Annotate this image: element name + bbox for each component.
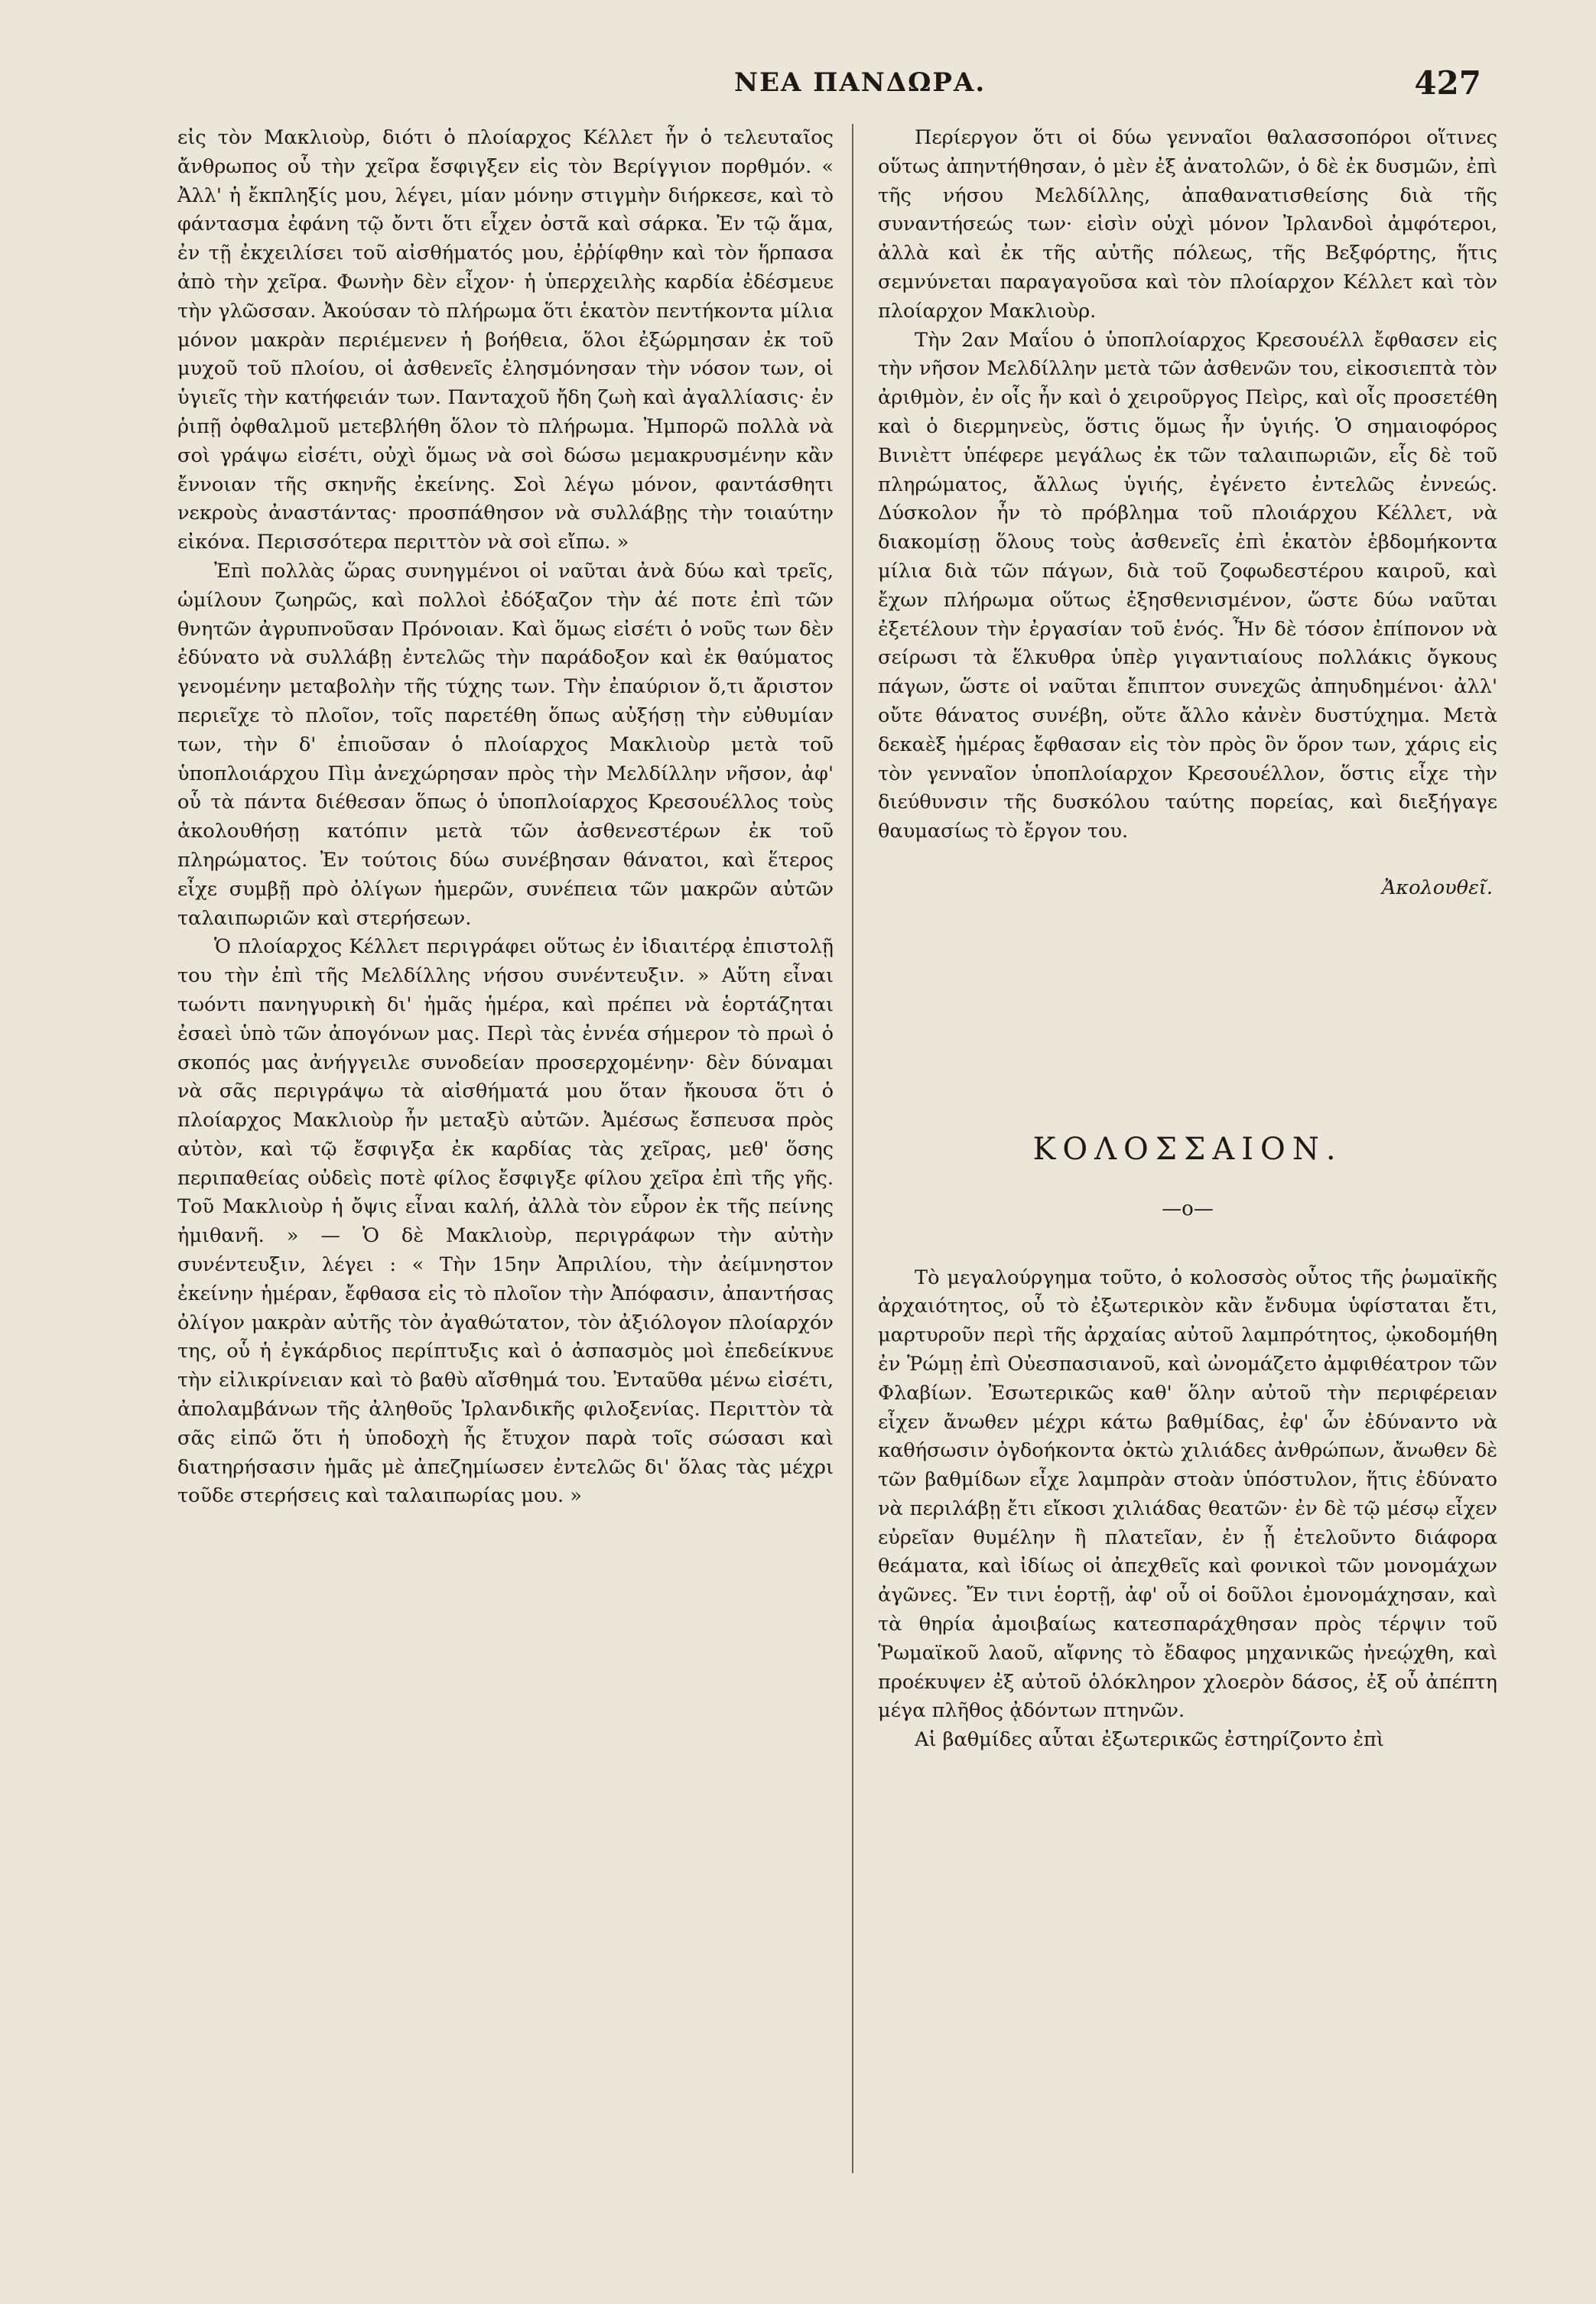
page-number: 427: [1414, 64, 1481, 102]
paragraph: Περίεργον ὅτι οἱ δύω γενναῖοι θαλασσοπόροι οἵτινες οὕτως ἀπηντήθησαν, ὁ μὲν ἐξ ἀνατολῶν, ὁ δὲ ἐκ δυσμῶν, ἐπὶ τῆς νήσου Μελδίλλης, ἀπαθανατισθείσης διὰ τῆς συναντήσεώς των· εἰσὶν οὐχὶ μόνον Ἰρλανδοὶ ἀμφότεροι, ἀλλὰ καὶ ἐκ τῆς αὐτῆς πόλεως, τῆς Βεξφόρτης, ἥτις σεμνύνεται παραγαγοῦσα καὶ τὸν πλοίαρχον Κέλλετ καὶ τὸν πλοίαρχον Μακλιοὺρ.: [878, 126, 1497, 323]
paragraph: εἰς τὸν Μακλιοὺρ, διότι ὁ πλοίαρχος Κέλλετ ἦν ὁ τελευταῖος ἄνθρωπος οὗ τὴν χεῖρα ἔσφιγξεν εἰς τὸν Βερίγγιον πορθμόν. « Ἀλλ' ἡ ἔκπληξίς μου, λέγει, μίαν μόνην στιγμὴν διήρκεσε, καὶ τὸ φάντασμα ἐφάνη τῷ ὄντι ὅτι εἶχεν ὀστᾶ καὶ σάρκα. Ἐν τῷ ἅμα, ἐν τῇ ἐκχειλίσει τοῦ αἰσθήματός μου, ἐῤῥίφθην καὶ τὸν ἥρπασα ἀπὸ τὴν χεῖρα. Φωνὴν δὲν εἶχον· ἡ ὑπερχειλὴς καρδία ἐδέσμευε τὴν γλῶσσαν. Ἀκούσαν τὸ πλήρωμα ὅτι ἑκατὸν πεντήκοντα μίλια μόνον μακρὰν περιέμενεν ἡ βοήθεια, ὅλοι ἐξώρμησαν ἐκ τοῦ μυχοῦ τοῦ πλοίου, οἱ ἀσθενεῖς ἐλησμόνησαν τὴν νόσον των, οἱ ὑγιεῖς τὴν κατήφειάν των. Πανταχοῦ ἤδη ζωὴ καὶ ἀγαλλίασις· ἐν ῥιπῇ ὀφθαλμοῦ μετεβλήθη ὅλον τὸ πλήρωμα. Ἠμπορῶ πολλὰ νὰ σοὶ γράψω εἰσέτι, οὐχὶ ὅμως νὰ σοὶ δώσω μεμακρυσμένην κἂν ἔννοιαν τῆς σκηνῆς ἐκείνης. Σοὶ λέγω μόνον, φαντάσθητι νεκροὺς ἀναστάντας· προσπάθησον νὰ συλλάβῃς τὴν τοιαύτην εἰκόνα. Περισσότερα περιττὸν νὰ σοὶ εἴπω. »: [177, 126, 834, 554]
left-column: [177, 124, 834, 1511]
section-divider: —o—: [1162, 1197, 1214, 1220]
paragraph: Τὴν 2αν Μαΐου ὁ ὑποπλοίαρχος Κρεσουέλλ ἔφθασεν εἰς τὴν νῆσον Μελδίλλην μετὰ τῶν ἀσθενῶν του, εἰκοσιεπτὰ τὸν ἀριθμὸν, ἐν οἷς ἦν καὶ ὁ χειροῦργος Πεὶρς, καὶ οἷς προσετέθη καὶ ὁ διερμηνεὺς, ὅστις ὅμως ἦν ὑγιής. Ὁ σημαιοφόρος Βινιὲττ ὑπέφερε μεγάλως ἐκ τῶν ταλαιπωριῶν, εἷς δὲ τοῦ πληρώματος, ἄλλως ὑγιής, ἐγένετο ἐντελῶς ἐννεώς. Δύσκολον ἦν τὸ πρόβλημα τοῦ πλοιάρχου Κέλλετ, νὰ διακομίσῃ ὅλους τοὺς ἀσθενεῖς ἐπὶ ἑκατὸν ἑβδομήκοντα μίλια διὰ τῶν πάγων, διὰ τοῦ ζοφωδεστέρου καιροῦ, καὶ ἔχων πλήρωμα οὕτως ἐξησθενισμένον, ὥστε δύω ναῦται ἐξετέλουν τὴν ἐργασίαν τοῦ ἑνός. Ἦν δὲ τόσον ἐπίπονον νὰ σείρωσι τὰ ἕλκυθρα ὑπὲρ γιγαντιαίους πολλάκις ὄγκους πάγων, ὥστε οἱ ναῦται ἔπιπτον συνεχῶς ἀπηυδημένοι· ἀλλ' οὔτε θάνατος συνέβη, οὔτε ἄλλο κἀνὲν δυστύχημα. Μετὰ δεκαὲξ ἡμέρας ἔφθασαν εἰς τὸν πρὸς ὃν ὅρον των, χάρις εἰς τὸν γενναῖον ὑποπλοίαρχον Κρεσουέλλον, ὅστις εἶχε τὴν διεύθυνσιν τῆς δυσκόλου ταύτης πορείας, καὶ διεξήγαγε θαυμασίως τὸ ἔργον του.: [878, 328, 1497, 843]
paragraph: Ἐπὶ πολλὰς ὥρας συνηγμένοι οἱ ναῦται ἀνὰ δύω καὶ τρεῖς, ὡμίλουν ζωηρῶς, καὶ πολλοὶ ἐδόξαζον τὴν ἀέ ποτε ἐπὶ τῶν θνητῶν ἀγρυπνοῦσαν Πρόνοιαν. Καὶ ὅμως εἰσέτι ὁ νοῦς των δὲν ἐδύνατο νὰ συλλάβῃ ἐντελῶς τὴν παράδοξον καὶ ἐκ θαύματος γενομένην μεταβολὴν τῆς τύχης των. Τὴν ἐπαύριον ὅ,τι ἄριστον περιεῖχε τὸ πλοῖον, τοῖς παρετέθη ὅπως αὐξήσῃ τὴν εὐθυμίαν των, τὴν δ' ἐπιοῦσαν ὁ πλοίαρχος Μακλιοὺρ μετὰ τοῦ ὑποπλοιάρχου Πὶμ ἀνεχώρησαν πρὸς τὴν Μελδίλλην νῆσον, ἀφ' οὗ τὰ πάντα διέθεσαν ὅπως ὁ ὑποπλοίαρχος Κρεσουέλλος τοὺς ἀκολουθήσῃ κατόπιν μετὰ τῶν ἀσθενεστέρων ἐκ τοῦ πληρώματος. Ἐν τούτοις δύω συνέβησαν θάνατοι, καὶ ἕτερος εἶχε συμβῇ πρὸ ὀλίγων ἡμερῶν, συνέπεια τῶν μακρῶν αὐτῶν ταλαιπωριῶν καὶ στερήσεων.: [177, 559, 834, 930]
paragraph: Ὁ πλοίαρχος Κέλλετ περιγράφει οὕτως ἐν ἰδιαιτέρᾳ ἐπιστολῇ του τὴν ἐπὶ τῆς Μελδίλλης νήσου συνέντευξιν. » Αὕτη εἶναι τωόντι πανηγυρικὴ δι' ἡμᾶς ἡμέρα, καὶ πρέπει νὰ ἑορτάζηται ἐσαεὶ ὑπὸ τῶν ἀπογόνων μας. Περὶ τὰς ἐννέα σήμερον τὸ πρωὶ ὁ σκοπός μας ἀνήγγειλε συνοδείαν προσερχομένην· δὲν δύναμαι νὰ σᾶς περιγράψω τὰ αἰσθήματά μου ὅταν ἤκουσα ὅτι ὁ πλοίαρχος Μακλιοὺρ ἦν μεταξὺ αὐτῶν. Ἀμέσως ἔσπευσα πρὸς αὐτὸν, καὶ τῷ ἔσφιγξα ἐκ καρδίας τὰς χεῖρας, μεθ' ὅσης περιπαθείας οὐδεὶς ποτὲ φίλος ἔσφιγξε φίλου χεῖρα ἐπὶ τῆς γῆς. Τοῦ Μακλιοὺρ ἡ ὄψις εἶναι καλή, ἀλλὰ τὸν εὗρον ἐκ τῆς πείνης ἠμιθανῆ. » — Ὁ δὲ Μακλιοὺρ, περιγράφων τὴν αὐτὴν συνέντευξιν, λέγει : « Τὴν 15ην Ἀπριλίου, τὴν ἀείμνηστον ἐκείνην ἡμέραν, ἔφθασα εἰς τὸ πλοῖον τὴν Ἀπόφασιν, ἀπαντήσας ὀλίγον μακρὰν αὐτῆς τὸν ἀγαθώτατον, τὸν ἀξιόλογον πλοίαρχόν της, οὗ ἡ ἐγκάρδιος περίπτυξις καὶ ὁ ἀσπασμὸς μοὶ ἐπεδείκνυε τὴν εἰλικρίνειαν καὶ τὸ βαθὺ αἴσθημά του. Ἐνταῦθα μένω εἰσέτι, ἀπολαμβάνων τῆς ἀληθοῦς Ἰρλανδικῆς φιλοξενίας. Περιττὸν τὰ σᾶς εἰπῶ ὅτι ἡ ὑποδοχὴ ἧς ἔτυχον παρὰ τοῖς σώσασι καὶ διατηρήσασιν ἡμᾶς μὲ ἀπεζημίωσεν ἐντελῶς δι' ὅλας τὰς μέχρι τοῦδε στερήσεις καὶ ταλαιπωρίας μου. »: [177, 935, 834, 1508]
section-title: ΚΟΛΟΣΣΑΙΟΝ.: [1032, 1131, 1343, 1167]
running-head: [0, 64, 1596, 113]
paragraph: Τὸ μεγαλούργημα τοῦτο, ὁ κολοσσὸς οὗτος τῆς ῥωμαϊκῆς ἀρχαιότητος, οὗ τὸ ἐξωτερικὸν κἂν ἔνδυμα ὑφίσταται ἔτι, μαρτυροῦν περὶ τῆς ἀρχαίας αὐτοῦ λαμπρότητος, ᾠκοδομήθη ἐν Ῥώμῃ ἐπὶ Οὐεσπασιανοῦ, καὶ ὠνομάζετο ἀμφιθέατρον τῶν Φλαβίων. Ἐσωτερικῶς καθ' ὅλην αὐτοῦ τὴν περιφέρειαν εἶχεν ἄνωθεν μέχρι κάτω βαθμίδας, ἐφ' ὧν ἐδύναντο νὰ καθήσωσιν ὀγδοήκοντα ὀκτὼ χιλιάδες ἀνθρώπων, ἄνωθεν δὲ τῶν βαθμίδων εἶχε λαμπρὰν στοὰν ὑπόστυλον, ἥτις ἐδύνατο νὰ περιλάβῃ ἔτι εἴκοσι χιλιάδας θεατῶν· ἐν δὲ τῷ μέσῳ εἶχεν εὐρεῖαν θυμέλην ἢ πλατεῖαν, ἐν ᾗ ἐτελοῦντο διάφορα θεάματα, καὶ ἰδίως οἱ ἀπεχθεῖς καὶ φονικοὶ τῶν μονομάχων ἀγῶνες. Ἔν τινι ἑορτῇ, ἀφ' οὗ οἱ δοῦλοι ἐμονομάχησαν, καὶ τὰ θηρία ἀμοιβαίως κατεσπαράχθησαν πρὸς τέρψιν τοῦ Ῥωμαϊκοῦ λαοῦ, αἴφνης τὸ ἔδαφος μηχανικῶς ἠνεῴχθη, καὶ προέκυψεν ἐξ αὐτοῦ ὁλόκληρον χλοερὸν δάσος, ἐξ οὗ ἀπέπτη μέγα πλῆθος ᾀδόντων πτηνῶν.: [878, 1266, 1497, 1723]
right-column: [878, 124, 1497, 1755]
continued-note: Ἀκολουθεῖ.: [1381, 876, 1493, 899]
journal-title: ΝΕΑ ΠΑΝΔΩΡΑ.: [734, 67, 987, 98]
column-rule: [852, 124, 853, 2173]
paragraph: Αἱ βαθμίδες αὗται ἐξωτερικῶς ἐστηρίζοντο ἐπὶ: [915, 1728, 1384, 1752]
